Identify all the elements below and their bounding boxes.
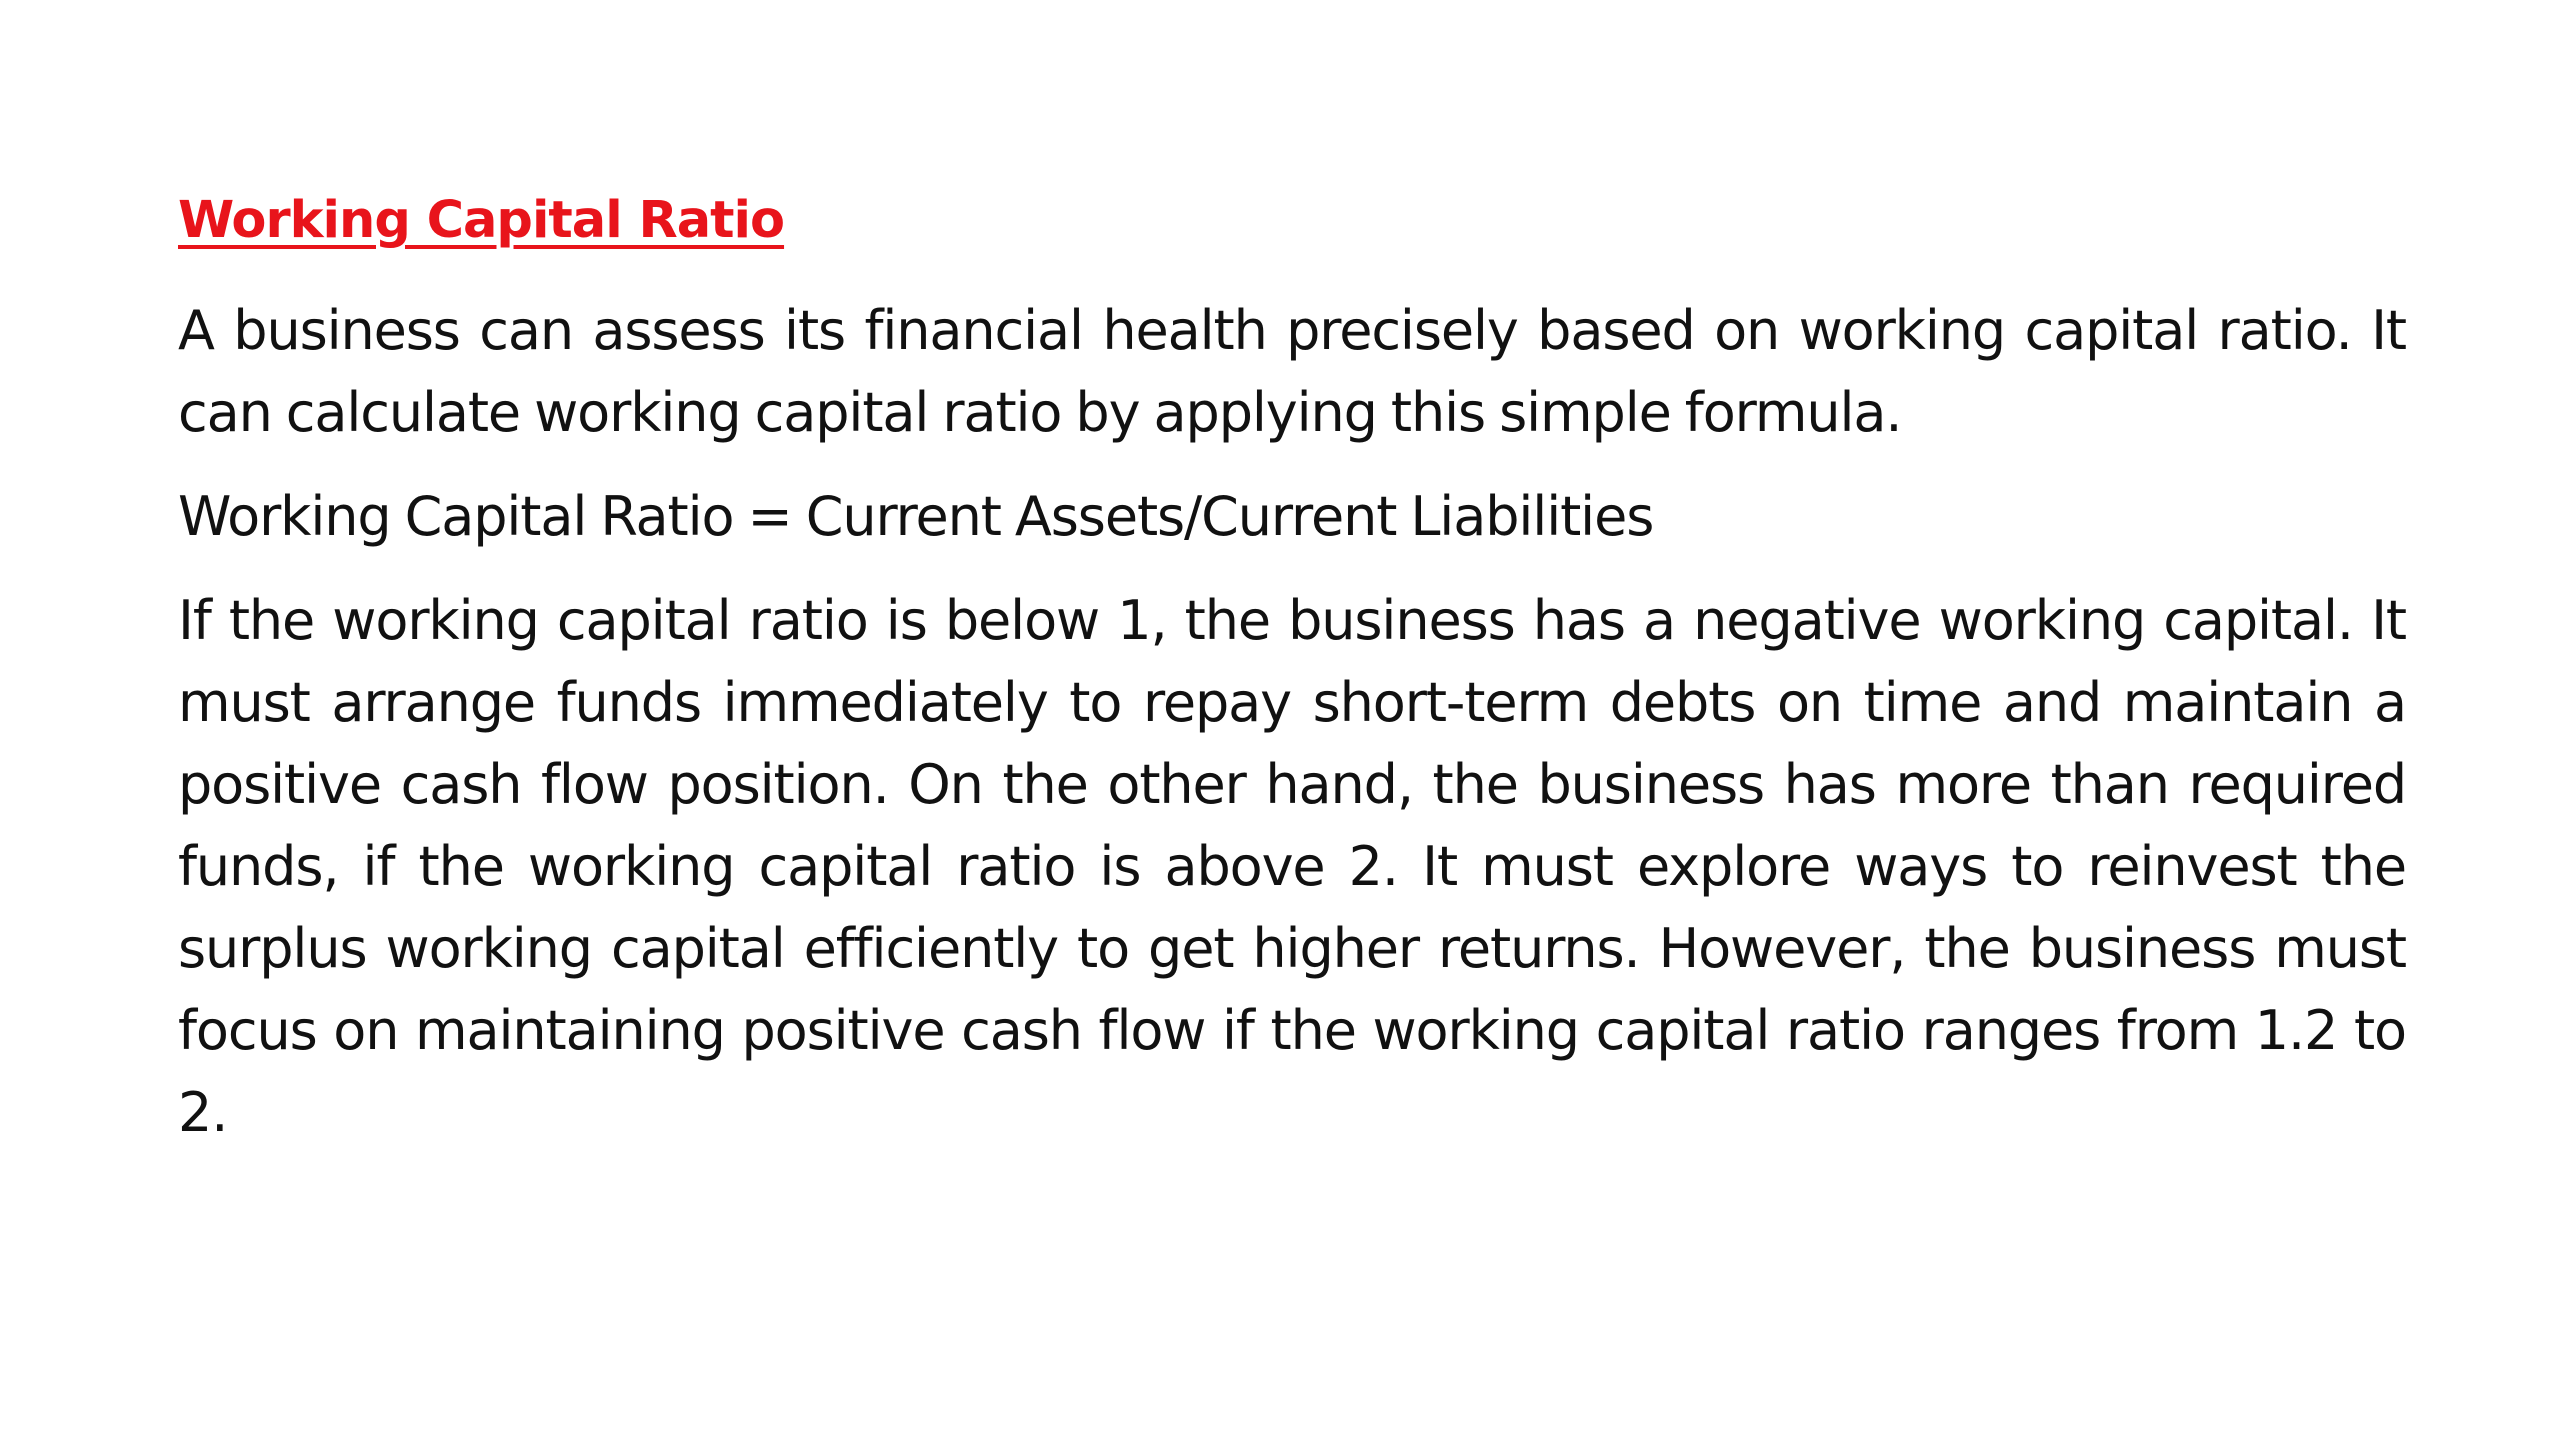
- slide-heading: Working Capital Ratio: [178, 191, 785, 250]
- formula-line: Working Capital Ratio = Current Assets/Current Liabilities: [178, 485, 1654, 548]
- explanation-paragraph: If the working capital ratio is below 1, the business has a negative working capital. It must arrange funds immediately to repay short-term debts on time and maintain a positive cash flow position. On the other hand, the business has more than required funds, if the working capital ratio is above 2. It must explore ways to reinvest the surplus working capital efficiently to get higher returns. However, the business must focus on maintaining positive cash flow if the working capital ratio ranges from 1.2 to 2.: [178, 589, 2406, 1144]
- intro-paragraph: A business can assess its financial health precisely based on working capital ratio. It can calculate working capital ratio by applying this simple formula.: [178, 299, 2406, 444]
- slide-content: [178, 186, 2406, 1176]
